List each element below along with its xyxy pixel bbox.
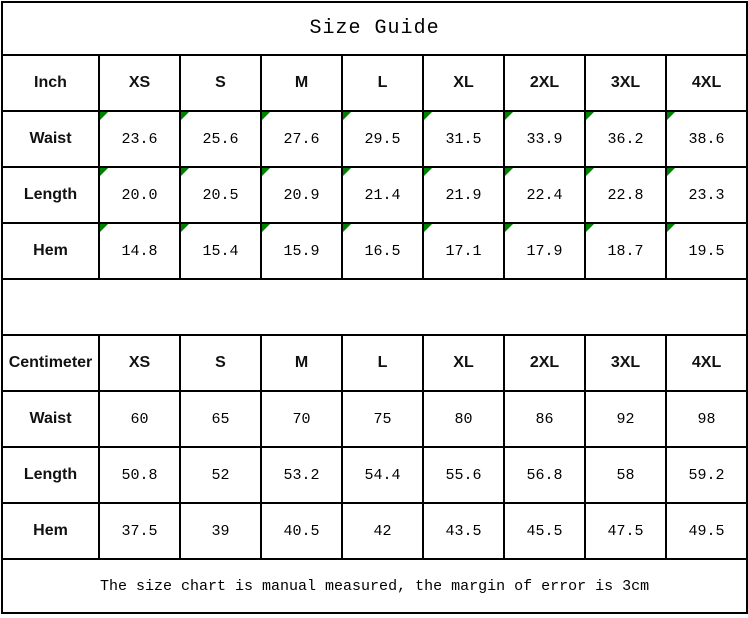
section-spacer — [2, 279, 747, 335]
value-cell-waist-m: 27.6 — [261, 111, 342, 167]
corner-flag-icon — [343, 112, 351, 120]
value-cell-hem-l: 42 — [342, 503, 423, 559]
value-cell-waist-3xl: 36.2 — [585, 111, 666, 167]
measurement-sections — [2, 55, 747, 559]
corner-flag-icon — [667, 112, 675, 120]
value-cell-hem-l: 16.5 — [342, 223, 423, 279]
size-header-xl: XL — [423, 55, 504, 111]
value-cell-waist-xs: 23.6 — [99, 111, 180, 167]
row-label-length: Length — [2, 447, 99, 503]
value-cell-length-l: 54.4 — [342, 447, 423, 503]
corner-flag-icon — [505, 224, 513, 232]
corner-flag-icon — [586, 168, 594, 176]
size-header-xs: XS — [99, 335, 180, 391]
value-cell-length-xl: 21.9 — [423, 167, 504, 223]
value-cell-hem-4xl: 19.5 — [666, 223, 747, 279]
value-cell-hem-xs: 37.5 — [99, 503, 180, 559]
unit-label-centimeter: Centimeter — [2, 335, 99, 391]
value-cell-length-2xl: 22.4 — [504, 167, 585, 223]
waist-row-centimeter — [2, 391, 747, 447]
value-cell-hem-3xl: 18.7 — [585, 223, 666, 279]
corner-flag-icon — [424, 168, 432, 176]
corner-flag-icon — [505, 112, 513, 120]
corner-flag-icon — [100, 224, 108, 232]
corner-flag-icon — [586, 112, 594, 120]
corner-flag-icon — [667, 224, 675, 232]
size-header-3xl: 3XL — [585, 335, 666, 391]
value-cell-length-s: 20.5 — [180, 167, 261, 223]
corner-flag-icon — [262, 112, 270, 120]
size-header-m: M — [261, 55, 342, 111]
value-cell-length-xl: 55.6 — [423, 447, 504, 503]
value-cell-length-xs: 20.0 — [99, 167, 180, 223]
measurement-note: The size chart is manual measured, the margin of error is 3cm — [2, 559, 747, 613]
value-cell-length-3xl: 22.8 — [585, 167, 666, 223]
size-header-s: S — [180, 55, 261, 111]
value-cell-hem-2xl: 45.5 — [504, 503, 585, 559]
value-cell-waist-m: 70 — [261, 391, 342, 447]
value-cell-waist-s: 65 — [180, 391, 261, 447]
value-cell-waist-xl: 31.5 — [423, 111, 504, 167]
corner-flag-icon — [181, 112, 189, 120]
corner-flag-icon — [424, 224, 432, 232]
title-row — [2, 2, 747, 55]
corner-flag-icon — [505, 168, 513, 176]
value-cell-waist-2xl: 86 — [504, 391, 585, 447]
size-header-2xl: 2XL — [504, 55, 585, 111]
value-cell-length-2xl: 56.8 — [504, 447, 585, 503]
value-cell-waist-l: 29.5 — [342, 111, 423, 167]
size-header-4xl: 4XL — [666, 55, 747, 111]
hem-row-inch — [2, 223, 747, 279]
corner-flag-icon — [586, 224, 594, 232]
corner-flag-icon — [667, 168, 675, 176]
value-cell-hem-xl: 43.5 — [423, 503, 504, 559]
value-cell-length-s: 52 — [180, 447, 261, 503]
value-cell-waist-3xl: 92 — [585, 391, 666, 447]
size-header-xl: XL — [423, 335, 504, 391]
size-header-4xl: 4XL — [666, 335, 747, 391]
row-label-length: Length — [2, 167, 99, 223]
value-cell-hem-xl: 17.1 — [423, 223, 504, 279]
value-cell-length-m: 20.9 — [261, 167, 342, 223]
size-header-m: M — [261, 335, 342, 391]
size-header-xs: XS — [99, 55, 180, 111]
value-cell-hem-m: 40.5 — [261, 503, 342, 559]
section-spacer-row — [2, 279, 747, 335]
row-label-waist: Waist — [2, 391, 99, 447]
value-cell-length-m: 53.2 — [261, 447, 342, 503]
corner-flag-icon — [100, 168, 108, 176]
footer-row — [2, 559, 747, 613]
corner-flag-icon — [262, 224, 270, 232]
value-cell-hem-m: 15.9 — [261, 223, 342, 279]
size-header-row-inch — [2, 55, 747, 111]
value-cell-hem-3xl: 47.5 — [585, 503, 666, 559]
value-cell-waist-4xl: 38.6 — [666, 111, 747, 167]
value-cell-hem-2xl: 17.9 — [504, 223, 585, 279]
corner-flag-icon — [100, 112, 108, 120]
row-label-waist: Waist — [2, 111, 99, 167]
size-header-3xl: 3XL — [585, 55, 666, 111]
value-cell-waist-2xl: 33.9 — [504, 111, 585, 167]
size-guide-table — [1, 1, 748, 614]
size-header-row-centimeter — [2, 335, 747, 391]
page-title: Size Guide — [2, 2, 747, 55]
value-cell-hem-4xl: 49.5 — [666, 503, 747, 559]
value-cell-waist-l: 75 — [342, 391, 423, 447]
corner-flag-icon — [424, 112, 432, 120]
size-header-l: L — [342, 335, 423, 391]
waist-row-inch — [2, 111, 747, 167]
value-cell-hem-s: 15.4 — [180, 223, 261, 279]
row-label-hem: Hem — [2, 503, 99, 559]
value-cell-waist-xl: 80 — [423, 391, 504, 447]
footer-section — [2, 559, 747, 613]
value-cell-length-4xl: 23.3 — [666, 167, 747, 223]
value-cell-waist-xs: 60 — [99, 391, 180, 447]
value-cell-waist-4xl: 98 — [666, 391, 747, 447]
title-section — [2, 2, 747, 55]
value-cell-hem-xs: 14.8 — [99, 223, 180, 279]
row-label-hem: Hem — [2, 223, 99, 279]
corner-flag-icon — [181, 224, 189, 232]
value-cell-length-xs: 50.8 — [99, 447, 180, 503]
value-cell-length-4xl: 59.2 — [666, 447, 747, 503]
value-cell-length-l: 21.4 — [342, 167, 423, 223]
value-cell-length-3xl: 58 — [585, 447, 666, 503]
value-cell-hem-s: 39 — [180, 503, 261, 559]
length-row-centimeter — [2, 447, 747, 503]
corner-flag-icon — [343, 224, 351, 232]
size-header-2xl: 2XL — [504, 335, 585, 391]
corner-flag-icon — [262, 168, 270, 176]
size-header-l: L — [342, 55, 423, 111]
corner-flag-icon — [181, 168, 189, 176]
value-cell-waist-s: 25.6 — [180, 111, 261, 167]
unit-label-inch: Inch — [2, 55, 99, 111]
length-row-inch — [2, 167, 747, 223]
corner-flag-icon — [343, 168, 351, 176]
hem-row-centimeter — [2, 503, 747, 559]
size-header-s: S — [180, 335, 261, 391]
